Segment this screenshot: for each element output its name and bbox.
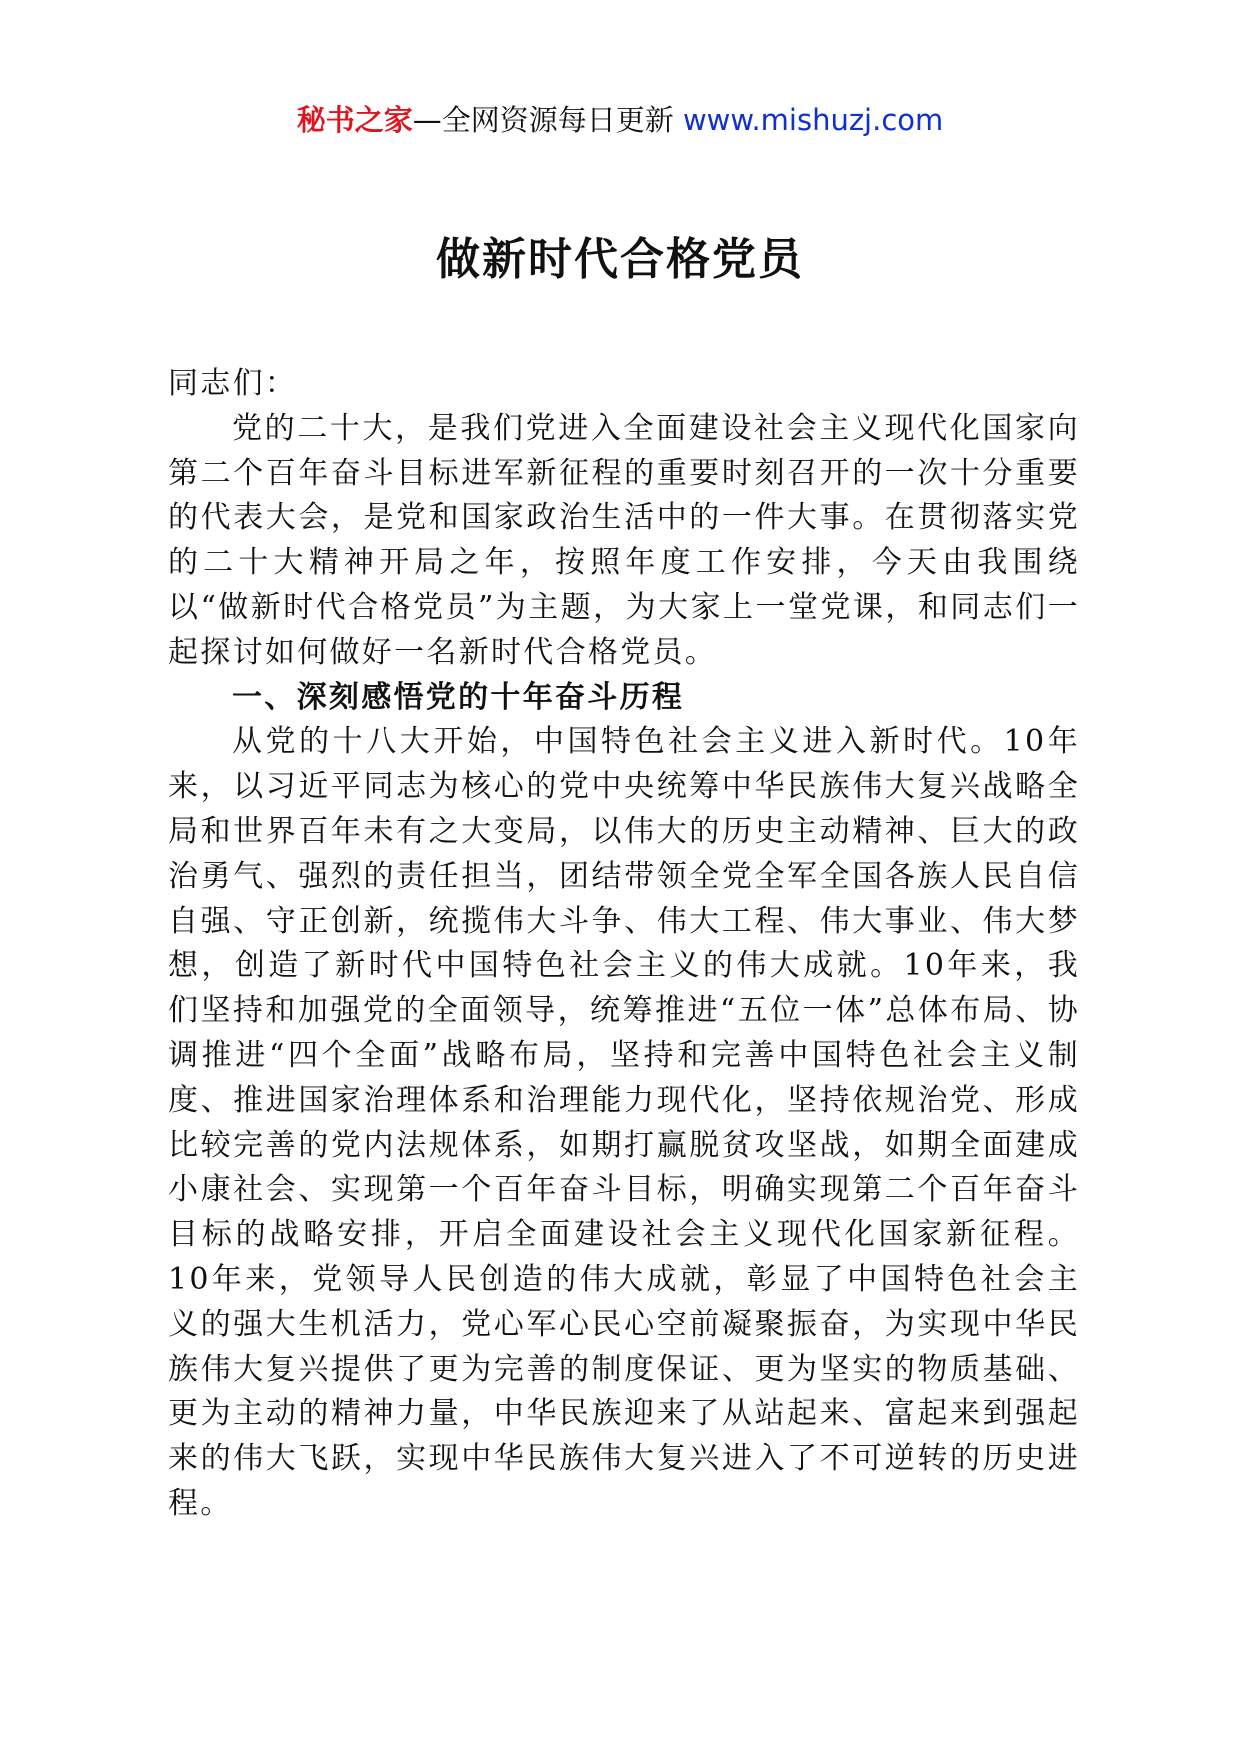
site-brand: 秘书之家 [296,103,413,137]
salutation: 同志们： [168,366,298,401]
document-body [168,362,1080,1527]
site-header [0,100,1240,140]
document-title: 做新时代合格党员 [436,234,804,285]
site-url-link[interactable]: www.mishuzj.com [682,103,944,137]
site-tagline: —全网资源每日更新 [412,103,674,137]
section-paragraph: 从党的十八大开始，中国特色社会主义进入新时代。10年来，以习近平同志为核心的党中央统筹中华民族伟大复兴战略全局和世界百年未有之大变局，以伟大的历史主动精神、巨大的政治勇气、强烈的责任担当，团结带领全党全军全国各族人民自信自强、守正创新，统揽伟大斗争、伟大工程、伟大事业、伟大梦想，创造了新时代中国特色社会主义的伟大成就。10年来，我们坚持和加强党的全面领导，统筹推进“五位一体”总体布局、协调推进“四个全面”战略布局，坚持和完善中国特色社会主义制度、推进国家治理体系和治理能力现代化，坚持依规治党、形成比较完善的党内法规体系，如期打赢脱贫攻坚战，如期全面建成小康社会、实现第一个百年奋斗目标，明确实现第二个百年奋斗目标的战略安排，开启全面建设社会主义现代化国家新征程。10年来，党领导人民创造的伟大成就，彰显了中国特色社会主义的强大生机活力，党心军心民心空前凝聚振奋，为实现中华民族伟大复兴提供了更为完善的制度保证、更为坚实的物质基础、更为主动的精神力量，中华民族迎来了从站起来、富起来到强起来的伟大飞跃，实现中华民族伟大复兴进入了不可逆转的历史进程。 [168,724,1080,1521]
section-heading: 一、深刻感悟党的十年奋斗历程 [232,679,685,715]
intro-paragraph: 党的二十大，是我们党进入全面建设社会主义现代化国家向第二个百年奋斗目标进军新征程的重要时刻召开的一次十分重要的代表大会，是党和国家政治生活中的一件大事。在贯彻落实党的二十大精神开局之年，按照年度工作安排，今天由我围绕以“做新时代合格党员”为主题，为大家上一堂党课，和同志们一起探讨如何做好一名新时代合格党员。 [168,410,1080,670]
